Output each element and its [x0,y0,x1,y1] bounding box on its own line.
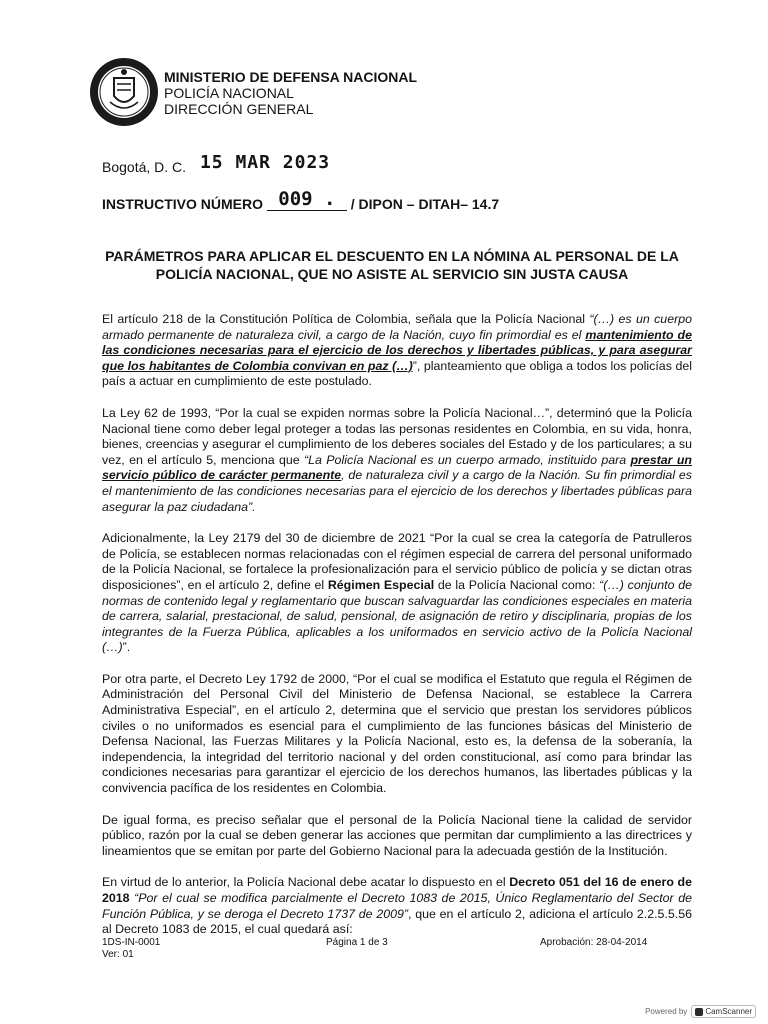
police-seal-logo [88,56,160,128]
quote-run: “La Policía Nacional es un cuerpo armado, instituido para [304,452,631,467]
ministry-name: MINISTERIO DE DEFENSA NACIONAL [164,69,418,85]
watermark-label: Powered by [645,1007,688,1016]
instructivo-number: 009 . [267,188,347,211]
text-run: La Ley 62 de 1993, “Por la cual se expiden normas sobre la Policía Nacional…”, determinó que la Policía Nacional tiene como deber legal proteger a todas las personas residentes en Colombia, en su vida, honra, bienes, creencias y asegurar el cumplimiento de los deberes sociales del Estado y de los particulares; a su vez, en el artículo 5, menciona que [102,405,692,467]
instructivo-label: INSTRUCTIVO NÚMERO [102,196,263,212]
text-run: , que en el artículo 2, adiciona el artículo 2.2.5.5.56 al Decreto 1083 de 2015, el cual quedará así: [102,906,692,937]
text-run: Por otra parte, el Decreto Ley 1792 de 2000, “Por el cual se modifica el Estatuto que regula el Régimen de Administración del Personal Civil del Ministerio de Defensa Nacional, se establece la Carrera Administrativa Especial”, en el artículo 2, determina que el servicio que prestan los servidores públicos civiles o no uniformados es esencial para el cumplimiento de las funciones básicas del Ministerio de Defensa Nacional, las Fuerzas Militares y la Policía Nacional, esto es, la defensa de la soberanía, la independencia, la integridad del territorio nacional y del orden constitucional, así como para brindar las condiciones necesarias para garantizar el ejercicio de los derechos humanos, las libertades públicas y la convivencia pacífica de los residentes en Colombia. [102,671,692,796]
text-run: de la Policía Nacional como: [434,577,600,592]
quote-run: , de naturaleza civil y a cargo de la Nación. Su fin primordial es el mantenimiento de las condiciones necesarias para el ejercicio de los derechos y libertades públicas para asegurar la paz ciudadana”. [102,468,692,514]
camscanner-watermark [645,1005,756,1018]
quote-run: “Por el cual se modifica parcialmente el Decreto 1083 de 2015, Único Reglamentario del Sector de Función Pública, y se deroga el Decreto 1737 de 2009” [102,891,692,921]
camscanner-logo [691,1005,756,1018]
date-stamp: 15 MAR 2023 [199,152,331,173]
document-version: Ver: 01 [102,949,134,960]
camscanner-icon [695,1008,703,1016]
page-number: Página 1 de 3 [326,937,388,948]
underlined-run: mantenimiento de las condiciones necesarias para el ejercicio de los derechos y libertades públicas, y para asegurar que los habitantes de Colombia convivan en paz (…) [102,327,692,373]
instructivo-suffix: / DIPON – DITAH– 14.7 [350,196,500,212]
paragraph-3 [102,531,692,656]
title-line-2: POLICÍA NACIONAL, QUE NO ASISTE AL SERVICIO SIN JUSTA CAUSA [155,266,629,282]
text-run: ”, planteamiento que obliga a todos los policías del país a actuar en cumplimiento de este postulado. [102,358,692,389]
paragraph-6 [102,875,692,937]
text-run: Adicionalmente, la Ley 2179 del 30 de diciembre de 2021 “Por la cual se crea la categoría de Patrulleros de Policía, se establecen normas relacionadas con el régimen especial de carrera del personal uniformado de la Policía Nacional, se fortalece la profesionalización para el servicio público de policía y se dictan otras disposiciones”, en el artículo 2, define el [102,531,692,592]
quote-run: “(…) conjunto de normas de contenido legal y reglamentario que buscan salvaguardar las condiciones especiales en materia de carrera, salarial, prestacional, de salud, pensional, de asignación de retiro y disciplinaria, propias de los integrantes de la Fuerza Pública, aplicables a los uniformados en servicio activo de la Policía Nacional (…) [102,577,692,655]
directorate-name: DIRECCIÓN GENERAL [164,101,314,117]
text-run: El artículo 218 de la Constitución Política de Colombia, señala que la Policía Nacional [102,312,590,326]
paragraph-2 [102,406,692,515]
quote-run: “(…) es un cuerpo armado permanente de naturaleza civil, a cargo de la Nación, cuyo fin primordial es el [102,312,692,342]
document-title [102,247,682,283]
document-header [164,69,417,117]
paragraph-5 [102,813,692,860]
document-body [102,312,692,954]
paragraph-4 [102,672,692,797]
date-line [102,152,331,177]
underlined-run: prestar un servicio público de carácter permanente [102,452,692,483]
text-run: En virtud de lo anterior, la Policía Nacional debe acatar lo dispuesto en el [102,875,510,890]
document-code: 1DS-IN-0001 [102,937,161,948]
camscanner-brand: CamScanner [705,1007,752,1016]
city-label: Bogotá, D. C. [102,159,187,175]
title-line-1: PARÁMETROS PARA APLICAR EL DESCUENTO EN LA NÓMINA AL PERSONAL DE LA [105,248,679,264]
footer-code-block [102,937,160,961]
police-name: POLICÍA NACIONAL [164,85,294,101]
text-run: De igual forma, es preciso señalar que el personal de la Policía Nacional tiene la calidad de servidor público, razón por la cual se deben generar las acciones que permitan dar cumplimiento a las directrices y lineamientos que se emitan por parte del Gobierno Nacional para la adecuada gestión de la Institución. [102,812,692,858]
approval-date: Aprobación: 28-04-2014 [540,937,648,948]
instructivo-line [102,188,500,215]
bold-run: Decreto 051 del 16 de enero de 2018 [102,875,692,905]
text-run: ”. [122,640,131,655]
bold-run: Régimen Especial [327,577,435,592]
paragraph-1 [102,312,692,390]
